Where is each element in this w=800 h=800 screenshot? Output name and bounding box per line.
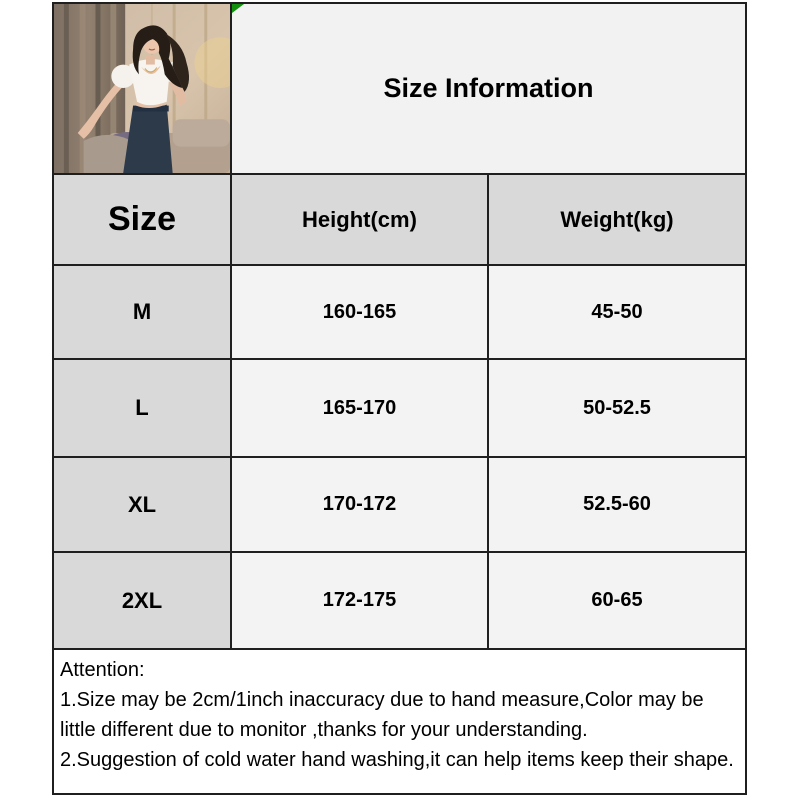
product-model-photo [54, 4, 230, 173]
model-photo-illustration [54, 4, 230, 173]
weight-value-2xl: 60-65 [489, 553, 745, 648]
height-value-l: 165-170 [232, 360, 487, 456]
size-table [52, 2, 747, 795]
height-value-2xl: 172-175 [232, 553, 487, 648]
title-cell [232, 4, 745, 173]
weight-value-l: 50-52.5 [489, 360, 745, 456]
weight-value-m: 45-50 [489, 266, 745, 358]
size-label-xl: XL [54, 458, 230, 551]
attention-heading: Attention: [60, 659, 145, 681]
size-label-l: L [54, 360, 230, 456]
size-label-2xl: 2XL [54, 553, 230, 648]
attention-note-1: 1.Size may be 2cm/1inch inaccuracy due to hand measure,Color may be little different due to monitor ,thanks for your understanding. [60, 689, 704, 741]
size-label-m: M [54, 266, 230, 358]
page-title: Size Information [383, 73, 594, 103]
height-value-m: 160-165 [232, 266, 487, 358]
attention-note-2: 2.Suggestion of cold water hand washing,it can help items keep their shape. [60, 749, 734, 771]
height-value-xl: 170-172 [232, 458, 487, 551]
column-header-height: Height(cm) [232, 175, 487, 264]
weight-value-xl: 52.5-60 [489, 458, 745, 551]
green-corner-marker-icon [232, 4, 244, 13]
column-header-weight: Weight(kg) [489, 175, 745, 264]
column-header-size: Size [54, 175, 230, 264]
attention-notes [54, 650, 745, 793]
